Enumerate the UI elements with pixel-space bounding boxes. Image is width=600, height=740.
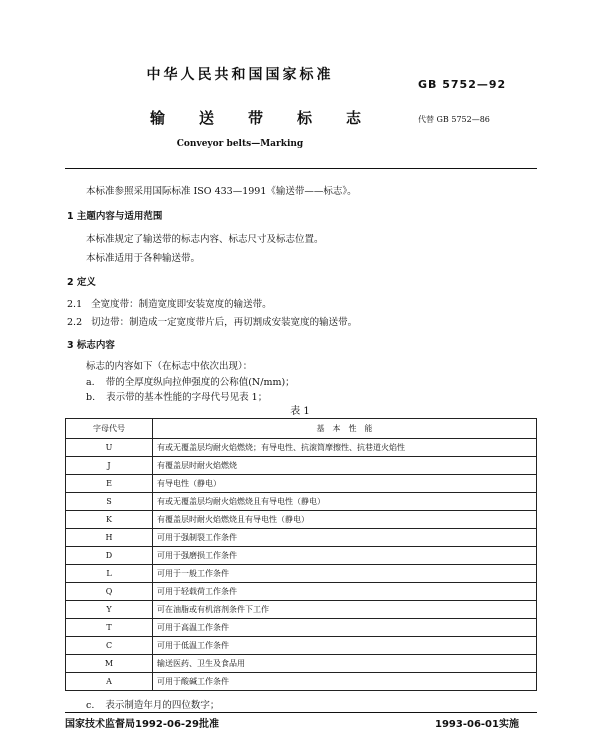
section-1-line: 本标准规定了输送带的标志内容、标志尺寸及标志位置。 — [86, 234, 324, 245]
section-1-heading: 1 主题内容与适用范围 — [67, 211, 163, 222]
standard-number: GB 5752—92 — [418, 78, 507, 91]
content-item — [86, 374, 295, 388]
letter-code-cell: H — [66, 529, 153, 547]
country-standard-heading: 中华人民共和国国家标准 — [146, 67, 334, 83]
definition-item — [67, 314, 357, 328]
item-text: 表示带的基本性能的字母代号见表 1； — [106, 392, 268, 403]
document-title: 输送带标志 — [150, 109, 396, 127]
performance-cell: 可用于强磨损工作条件 — [153, 547, 537, 565]
section-3-lead: 标志的内容如下（在标志中依次出现）： — [86, 361, 253, 372]
table-row — [66, 619, 537, 637]
column-header-performance: 基 本 性 能 — [153, 419, 537, 439]
bottom-rule — [65, 712, 537, 713]
item-text: 表示制造年月的四位数字； — [105, 700, 220, 711]
letter-code-cell: D — [66, 547, 153, 565]
performance-cell: 输送医药、卫生及食品用 — [153, 655, 537, 673]
item-letter: c. — [86, 700, 95, 711]
performance-cell: 可用于低温工作条件 — [153, 637, 537, 655]
english-title: Conveyor belts—Marking — [176, 139, 304, 149]
item-letter: a. — [86, 377, 95, 388]
content-item — [86, 389, 267, 403]
table-row — [66, 601, 537, 619]
letter-code-cell: A — [66, 673, 153, 691]
content-item — [86, 697, 219, 711]
letter-code-cell: U — [66, 439, 153, 457]
letter-code-cell: Y — [66, 601, 153, 619]
definition-text: 切边带：制造成一定宽度带片后，再切割成安装宽度的输送带。 — [91, 317, 358, 328]
definition-number: 2.2 — [67, 317, 83, 328]
effective-date: 1993-06-01实施 — [435, 719, 519, 730]
performance-cell: 可用于强制裂工作条件 — [153, 529, 537, 547]
table-row — [66, 673, 537, 691]
letter-code-cell: S — [66, 493, 153, 511]
performance-cell: 有覆盖层时耐火焰燃烧 — [153, 457, 537, 475]
section-1-line: 本标准适用于各种输送带。 — [86, 253, 201, 264]
letter-code-cell: E — [66, 475, 153, 493]
letter-code-cell: L — [66, 565, 153, 583]
table-row — [66, 511, 537, 529]
table-row — [66, 547, 537, 565]
definition-item — [67, 296, 272, 310]
performance-cell: 可用于高温工作条件 — [153, 619, 537, 637]
performance-cell: 可用于轻载荷工作条件 — [153, 583, 537, 601]
letter-code-cell: Q — [66, 583, 153, 601]
table-row — [66, 475, 537, 493]
intro-paragraph: 本标准参照采用国际标准 ISO 433—1991《输送带——标志》。 — [86, 186, 357, 197]
performance-cell: 有或无覆盖层均耐火焰燃烧且有导电性（静电） — [153, 493, 537, 511]
definition-number: 2.1 — [67, 299, 83, 310]
letter-code-table — [65, 418, 537, 691]
table-row — [66, 655, 537, 673]
table-caption: 表 1 — [290, 406, 310, 417]
column-header-code: 字母代号 — [66, 419, 153, 439]
table-row — [66, 583, 537, 601]
table-header-row — [66, 419, 537, 439]
performance-cell: 有覆盖层时耐火焰燃烧且有导电性（静电） — [153, 511, 537, 529]
item-letter: b. — [86, 392, 96, 403]
table-row — [66, 637, 537, 655]
letter-code-cell: M — [66, 655, 153, 673]
section-3-heading: 3 标志内容 — [67, 340, 115, 351]
table-row — [66, 565, 537, 583]
performance-cell: 可用于酸碱工作条件 — [153, 673, 537, 691]
top-rule — [65, 168, 537, 169]
item-text: 带的全厚度纵向拉伸强度的公称值(N/mm)； — [105, 377, 295, 388]
definition-text: 全宽度带：制造宽度即安装宽度的输送带。 — [91, 299, 272, 310]
table-row — [66, 457, 537, 475]
table-row — [66, 493, 537, 511]
performance-cell: 可用于一般工作条件 — [153, 565, 537, 583]
performance-cell: 有或无覆盖层均耐火焰燃烧；有导电性、抗滚筒摩擦性、抗巷道火焰性 — [153, 439, 537, 457]
letter-code-cell: T — [66, 619, 153, 637]
table-row — [66, 439, 537, 457]
section-2-heading: 2 定义 — [67, 277, 96, 288]
performance-cell: 可在油脂或有机溶剂条件下工作 — [153, 601, 537, 619]
letter-code-cell: C — [66, 637, 153, 655]
replaces-note: 代替 GB 5752—86 — [418, 115, 490, 124]
performance-cell: 有导电性（静电） — [153, 475, 537, 493]
table-row — [66, 529, 537, 547]
letter-code-cell: K — [66, 511, 153, 529]
letter-code-cell: J — [66, 457, 153, 475]
approval-line: 国家技术监督局1992-06-29批准 — [65, 719, 219, 730]
